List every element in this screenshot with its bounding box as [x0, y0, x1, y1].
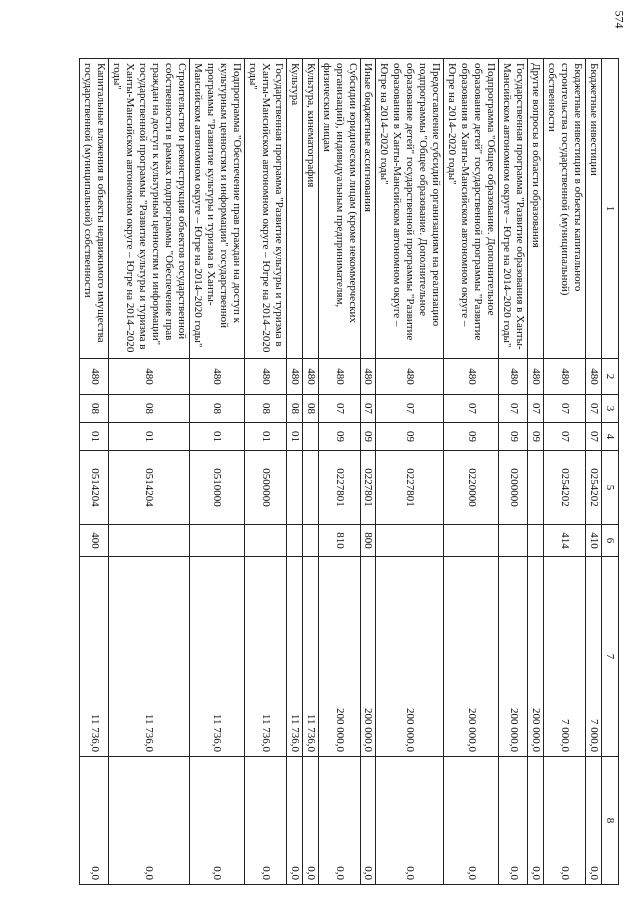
row-ministry-code: 480	[544, 359, 586, 395]
row-amount: 200 000,0	[444, 557, 499, 757]
row-amount: 7 000,0	[544, 557, 586, 757]
row-amount: 11 736,0	[286, 557, 302, 757]
row-ministry-code: 480	[189, 359, 244, 395]
row-name: Государственная программа "Развитие образования в Ханты-Мансийском автономном округе – Югре на 2014–2020 годы"	[499, 59, 528, 359]
table-row	[109, 59, 190, 885]
page-number: 574	[612, 10, 627, 29]
row-expense-type	[444, 525, 499, 557]
row-subsection: 09	[318, 423, 360, 451]
row-name: Предоставление субсидий организациям на реализацию подпрограммы "Общее образование. Дополнительное образование детей" государственной программы "Развитие образования в Ханты-Мансийском автономном округе – Югре на 2014–2020 годы"	[376, 59, 444, 359]
row-section: 08	[302, 395, 318, 423]
row-name: Культура	[286, 59, 302, 359]
row-target-article: 0227801	[376, 451, 444, 525]
table-row	[360, 59, 376, 885]
row-name: Бюджетные инвестиции в объекты капитального строительства государственной (муниципальной) собственности	[544, 59, 586, 359]
row-ministry-code: 480	[376, 359, 444, 395]
table-row	[244, 59, 286, 885]
row-section: 07	[499, 395, 528, 423]
row-amount-2: 0,0	[244, 757, 286, 885]
row-amount-2: 0,0	[109, 757, 190, 885]
row-ministry-code: 480	[499, 359, 528, 395]
row-target-article: 0227801	[318, 451, 360, 525]
row-ministry-code: 480	[286, 359, 302, 395]
row-name: Подпрограмма "Общее образование. Дополнительное образование детей" государственной программы "Развитие образования в Ханты-Мансийском автономном округе – Югре на 2014–2020 годы"	[444, 59, 499, 359]
table-row	[444, 59, 499, 885]
budget-table	[79, 58, 619, 885]
row-amount-2: 0,0	[286, 757, 302, 885]
row-target-article: 0220000	[444, 451, 499, 525]
row-section: 07	[318, 395, 360, 423]
row-amount-2: 0,0	[544, 757, 586, 885]
row-amount: 200 000,0	[376, 557, 444, 757]
row-subsection: 09	[528, 423, 544, 451]
row-expense-type: 810	[318, 525, 360, 557]
row-target-article: 0227801	[360, 451, 376, 525]
row-ministry-code: 480	[244, 359, 286, 395]
row-expense-type: 414	[544, 525, 586, 557]
row-amount-2: 0,0	[189, 757, 244, 885]
table-row	[302, 59, 318, 885]
table-row	[499, 59, 528, 885]
row-amount: 11 736,0	[244, 557, 286, 757]
row-subsection	[302, 423, 318, 451]
table-row	[528, 59, 544, 885]
row-amount-2: 0,0	[444, 757, 499, 885]
row-name: Капитальные вложения в объекты недвижимого имущества государственной (муниципальной) собственности	[80, 59, 109, 359]
row-amount: 200 000,0	[499, 557, 528, 757]
row-amount-2: 0,0	[80, 757, 109, 885]
header-col-4: 4	[602, 423, 619, 451]
row-name: Культура, кинематография	[302, 59, 318, 359]
row-target-article	[286, 451, 302, 525]
row-name: Другие вопросы в области образования	[528, 59, 544, 359]
row-amount-2: 0,0	[318, 757, 360, 885]
row-ministry-code: 480	[80, 359, 109, 395]
row-section: 07	[544, 395, 586, 423]
row-expense-type: 800	[360, 525, 376, 557]
row-section: 08	[189, 395, 244, 423]
row-subsection: 09	[376, 423, 444, 451]
header-col-3: 3	[602, 395, 619, 423]
row-amount-2: 0,0	[376, 757, 444, 885]
row-expense-type: 410	[586, 525, 602, 557]
row-target-article: 0514204	[80, 451, 109, 525]
row-subsection: 07	[544, 423, 586, 451]
row-subsection: 01	[244, 423, 286, 451]
row-subsection: 09	[499, 423, 528, 451]
row-expense-type	[244, 525, 286, 557]
row-amount: 7 000,0	[586, 557, 602, 757]
row-subsection: 01	[286, 423, 302, 451]
row-amount-2: 0,0	[499, 757, 528, 885]
row-amount: 11 736,0	[302, 557, 318, 757]
row-amount-2: 0,0	[586, 757, 602, 885]
row-expense-type	[302, 525, 318, 557]
row-expense-type	[189, 525, 244, 557]
row-subsection: 07	[586, 423, 602, 451]
header-col-2: 2	[602, 359, 619, 395]
row-amount-2: 0,0	[528, 757, 544, 885]
row-expense-type	[376, 525, 444, 557]
header-col-6: 6	[602, 525, 619, 557]
row-ministry-code: 480	[302, 359, 318, 395]
row-section: 08	[80, 395, 109, 423]
row-subsection: 09	[360, 423, 376, 451]
table-row	[376, 59, 444, 885]
row-target-article: 0514204	[109, 451, 190, 525]
row-target-article: 0254202	[544, 451, 586, 525]
table-row	[189, 59, 244, 885]
header-col-1: 1	[602, 59, 619, 359]
header-col-8: 8	[602, 757, 619, 885]
row-name: Строительство и реконструкция объектов государственной собственности в рамках подпрограммы "Обеспечение прав граждан на доступ к культурным ценностям и информации" государственной программы "Развитие культуры и туризма в Ханты-Мансийском автономном округе – Югре на 2014–2020 годы"	[109, 59, 190, 359]
row-ministry-code: 480	[318, 359, 360, 395]
row-section: 08	[244, 395, 286, 423]
row-amount-2: 0,0	[360, 757, 376, 885]
row-expense-type	[499, 525, 528, 557]
row-target-article: 0200000	[499, 451, 528, 525]
table-row	[544, 59, 586, 885]
header-col-5: 5	[602, 451, 619, 525]
row-section: 07	[586, 395, 602, 423]
row-ministry-code: 480	[360, 359, 376, 395]
row-amount: 11 736,0	[80, 557, 109, 757]
row-name: Бюджетные инвестиции	[586, 59, 602, 359]
row-target-article	[302, 451, 318, 525]
row-expense-type	[109, 525, 190, 557]
table-row	[80, 59, 109, 885]
table-body	[80, 59, 602, 885]
row-target-article	[528, 451, 544, 525]
row-ministry-code: 480	[444, 359, 499, 395]
row-ministry-code: 480	[528, 359, 544, 395]
row-name: Субсидии юридическим лицам (кроме некоммерческих организаций), индивидуальным предпринимателям, физическим лицам	[318, 59, 360, 359]
row-target-article: 0254202	[586, 451, 602, 525]
row-section: 07	[444, 395, 499, 423]
row-expense-type	[286, 525, 302, 557]
row-subsection: 09	[444, 423, 499, 451]
table-header	[602, 59, 619, 885]
row-expense-type: 400	[80, 525, 109, 557]
row-target-article: 0500000	[244, 451, 286, 525]
table-row	[586, 59, 602, 885]
row-name: Подпрограмма "Обеспечение прав граждан на доступ к культурным ценностям и информации" государственной программы "Развитие культуры и туризма в Ханты-Мансийском автономном округе – Югре на 2014–2020 годы"	[189, 59, 244, 359]
row-subsection: 01	[80, 423, 109, 451]
row-amount-2: 0,0	[302, 757, 318, 885]
row-name: Государственная программа "Развитие культуры и туризма в Ханты-Мансийском автономном округе – Югре на 2014–2020 годы"	[244, 59, 286, 359]
row-target-article: 0510000	[189, 451, 244, 525]
row-amount: 11 736,0	[189, 557, 244, 757]
row-subsection: 01	[109, 423, 190, 451]
row-amount: 200 000,0	[360, 557, 376, 757]
table-row	[318, 59, 360, 885]
row-section: 08	[109, 395, 190, 423]
row-ministry-code: 480	[109, 359, 190, 395]
row-section: 07	[376, 395, 444, 423]
row-expense-type	[528, 525, 544, 557]
row-amount: 11 736,0	[109, 557, 190, 757]
rotated-table-container	[84, 58, 619, 884]
table-row	[286, 59, 302, 885]
row-amount: 200 000,0	[528, 557, 544, 757]
row-subsection: 01	[189, 423, 244, 451]
row-amount: 200 000,0	[318, 557, 360, 757]
row-section: 07	[360, 395, 376, 423]
header-row	[602, 59, 619, 885]
row-name: Иные бюджетные ассигнования	[360, 59, 376, 359]
row-ministry-code: 480	[586, 359, 602, 395]
row-section: 07	[528, 395, 544, 423]
header-col-7: 7	[602, 557, 619, 757]
row-section: 08	[286, 395, 302, 423]
